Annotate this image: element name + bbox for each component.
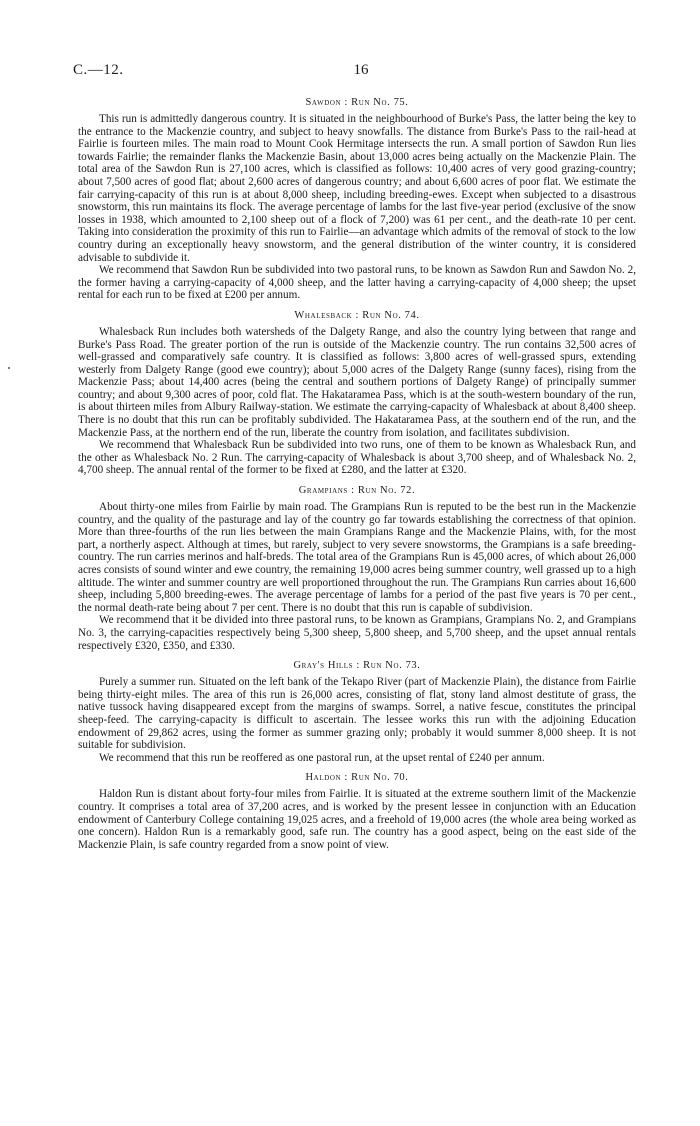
paragraph: This run is admittedly dangerous country. It is situated in the neighbourhood of Burke's Pass, the latter being the key to the entrance to the Mackenzie country, and subject to heavy snowfalls. The distance from Burke's Pass to the rail-head at Fairlie is fourteen miles. The main road to Mount Cook Hermitage intersects the run. A small portion of Sawdon Run lies towards Fairlie; the remainder flanks the Mackenzie Basin, about 13,000 acres being actually on the Mackenzie Plain. The total area of the Sawdon Run is 27,100 acres, which is classified as follows: 10,400 acres of very good grazing-country; about 7,500 acres of good flat; about 2,600 acres of dangerous country; and about 6,600 acres of poor flat. We estimate the fair carrying-capacity of this run is at about 8,000 sheep, including breeding-ewes. Except when subjected to a disastrous snowstorm, this run maintains its flock. The average percentage of lambs for the last five-year period (exclusive of the snow losses in 1938, which amounted to 2,100 sheep out of a flock of 7,200) was 61 per cent., and the death-rate 10 per cent. Taking into consideration the proximity of this run to Fairlie—an advantage which admits of the removal of stock to the low country during an exceptionally heavy snowstorm, and the general distribution of the winter country, it is considered advisable to subdivide it. [78, 113, 636, 264]
section-heading: Sawdon : Run No. 75. [305, 97, 409, 108]
section-whalesback [78, 309, 636, 477]
paragraph: We recommend that Whalesback Run be subdivided into two runs, one of them to be known as Whalesback Run, and the other as Whalesback No. 2 Run. The carrying-capacity of Whalesback is about 3,700 sheep, and of Whalesback No. 2, 4,700 sheep. The annual rental of the former to be fixed at £280, and the latter at £320. [78, 439, 636, 477]
section-haldon [78, 771, 636, 851]
section-grampians [78, 484, 636, 652]
section-heading: Grampians : Run No. 72. [298, 485, 416, 497]
page-header [0, 62, 700, 84]
page-number: 16 [353, 62, 369, 78]
paragraph: Haldon Run is distant about forty-four miles from Fairlie. It is situated at the extreme southern limit of the Mackenzie country. It comprises a total area of 37,200 acres, and is worked by the present lessee in conjunction with an Education endowment of Canterbury College containing 19,025 acres, and a freehold of 19,000 acres (the whole area being worked as one concern). Haldon Run is a remarkably good, safe run. The country has a good aspect, being on the east side of the Mackenzie Plain, is safe country regarded from a snow point of view. [78, 788, 636, 851]
document-reference: C.—12. [73, 62, 124, 78]
section-heading: Gray's Hills : Run No. 73. [293, 660, 421, 672]
section-grays-hills [78, 659, 636, 764]
page-body [78, 96, 636, 858]
section-heading: Whalesback : Run No. 74. [294, 309, 420, 321]
paragraph: Whalesback Run includes both watersheds of the Dalgety Range, and also the country lying between that range and Burke's Pass Road. The greater portion of the run is outside of the Mackenzie country. The run contains 32,500 acres of well-grassed and comparatively safe country. It is classified as follows: 3,800 acres of well-grassed spurs, extending westerly from Dalgety Range (good ewe country); about 5,000 acres of the Dalgety Range (sunny faces), rising from the Mackenzie Pass; about 14,400 acres (being the central and southern portions of Dalgety Range) of principally summer country; and about 9,300 acres of poor, cold flat. The Hakataramea Pass, which is at the south-western boundary of the run, is about thirteen miles from Albury Railway-station. We estimate the carrying-capacity of Whalesback at about 8,400 sheep. There is no doubt that this run can be profitably subdivided. The Hakataramea Pass, at the southern end of the run, and the Mackenzie Pass, at the northern end of the run, liberate the country from isolation, and facilitates subdivision. [78, 325, 636, 439]
margin-mark [8, 367, 10, 369]
section-heading: Haldon : Run No. 70. [305, 772, 409, 784]
paragraph: About thirty-one miles from Fairlie by main road. The Grampians Run is reputed to be the best run in the Mackenzie country, and the quality of the pasturage and lay of the country go far towards establishing the correctness of that opinion. More than three-fourths of the run lies between the main Grampians Range and the Mackenzie Plains, with, for the most part, a northerly aspect. Although at times, but rarely, subject to very severe snowstorms, the Grampians is a safe breeding-country. The run carries merinos and half-breds. The total area of the Grampians Run is 45,000 acres, of which about 26,000 acres consists of sound winter and ewe country, the remaining 19,000 acres being summer country, well grassed up to a high altitude. The winter and summer country are well proportioned throughout the run. The Grampians Run carries about 16,600 sheep, including 5,800 breeding-ewes. The average percentage of lambs for a period of the past five years is 70 per cent., the normal death-rate being about 7 per cent. There is no doubt that this run is capable of subdivision. [78, 501, 636, 614]
paragraph: Purely a summer run. Situated on the left bank of the Tekapo River (part of Mackenzie Plain), the distance from Fairlie being thirty-eight miles. The area of this run is 26,000 acres, consisting of flat, stony land almost destitute of grass, the native tussock having disappeared except from the margins of swamps. Sorrel, a native fescue, constitutes the principal sheep-feed. The carrying-capacity is difficult to ascertain. The lessee works this run with the adjoining Education endowment of 29,862 acres, using the former as summer grazing only; probably it would summer 8,000 sheep. It is not suitable for subdivision. [78, 676, 636, 752]
paragraph: We recommend that this run be reoffered as one pastoral run, at the upset rental of £240 per annum. [99, 751, 545, 764]
paragraph: We recommend that Sawdon Run be subdivided into two pastoral runs, to be known as Sawdon Run and Sawdon No. 2, the former having a carrying-capacity of 4,000 sheep, and the latter having a carrying-capacity of 4,000 sheep; the upset rental for each run to be fixed at £200 per annum. [78, 264, 636, 302]
paragraph: We recommend that it be divided into three pastoral runs, to be known as Grampians, Grampians No. 2, and Grampians No. 3, the carrying-capacities respectively being 5,300 sheep, 5,800 sheep, and 5,700 sheep, and the upset annual rentals respectively £320, £350, and £330. [78, 614, 636, 652]
section-sawdon [78, 96, 636, 302]
